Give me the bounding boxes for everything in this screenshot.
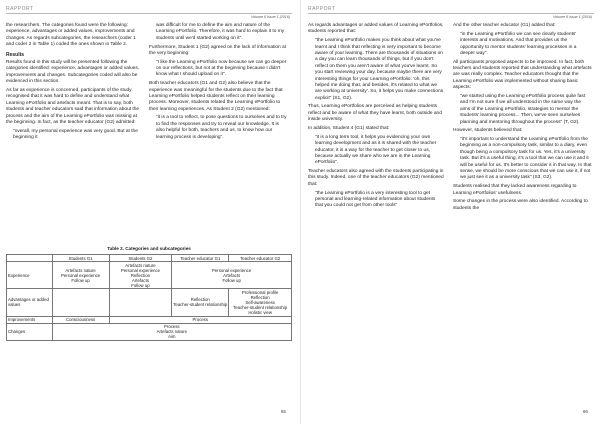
table-cell: Process Artefacts nature Aim (52, 323, 291, 340)
volume-line: Volume 6 Issue 1 (2016) (250, 15, 290, 19)
page-number: 66 (582, 409, 588, 414)
table-cell: Artefacts nature Personal experience Reflection Artefacts Follow up (109, 262, 172, 289)
table-row (7, 262, 292, 289)
paragraph: All participants proposed aspects to be improved. In fact, both teachers and students reported that understanding what artefacts are was really complex. Teacher educators thought that the Learning ePortfolio was implemented without sharing basic aspects: (453, 59, 592, 91)
right-page (308, 0, 594, 424)
book-spine (300, 0, 301, 424)
paragraph: Furthermore, Student 1 (G2) agreed on the lack of information at the very beginning: (149, 44, 287, 56)
table-cell (52, 289, 109, 316)
header-rule (308, 13, 594, 14)
right-page-column-2 (453, 23, 592, 214)
volume-line: Volume 6 Issue 1 (2016) (552, 15, 592, 19)
paragraph: Thus, Learning ePortfolios are perceived as helping students reflect and be aware of what they have learnt, both outside and inside university. (308, 104, 442, 123)
running-head: RAPPORT (308, 6, 336, 12)
block-quote: "it is a long term tool, it helps you evidencing your own learning development and as it is shared with the teacher educator, it is a way for the teacher to get closer to us, because actually we share who we are in the Learning ePortfolio". (315, 134, 437, 166)
block-quote: "we started using the Learning ePortfolio process quite fast and I'm not sure if we all understood in the same way the aims of the Learning ePortfolio, strategies to mentor the students' learning process... Then, we've seen ourselves planning and mentoring throughout the process" (T, G2). (460, 93, 586, 125)
right-page-column-1 (308, 23, 444, 212)
row-label: Experience (7, 262, 53, 289)
page-number: 65 (280, 409, 286, 414)
left-page-column-2 (149, 23, 289, 143)
paragraph: In addition, Student 4 (G1) stated that: (308, 125, 390, 131)
table-row (7, 323, 292, 340)
paragraph: And the other teacher educator (G1) added that: (453, 23, 556, 28)
row-label: Advantages or added values (7, 289, 53, 316)
paragraph: Results found in this study will be presented following the categories identified: experience, advantages or added values, improvements and changes. Subcategories coded will also be evidenced in this section. (6, 60, 140, 85)
table-header-cell: Students G2 (109, 255, 172, 262)
block-quote: "the Learning ePortfolio makes you think about what you've learnt and I think that reflecting is very important to become aware of your learning. There are thousands of situations on a day you can learn thousands of things, but if you don't reflect on them you aren't aware of what you've learnt. So you start reviewing your day, because maybe there are very interesting things for your Learning ePortfolio: 'oh, this helped me doing that, and besides, it's related to what we are working at university'. So, it helps you make connections explicit" (S1, G2). (315, 38, 444, 101)
block-quote: "overall, my personal experience was very good. But at the beginning it (13, 128, 138, 141)
block-quote: "I like the Learning ePortfolio now because we can go deeper on our reflections, but not at the beginning because I didn't know what I should upload on it". (156, 59, 287, 78)
paragraph: However, students believed that: (453, 128, 523, 134)
table-row (7, 289, 292, 316)
section-heading-results: Results (6, 51, 25, 58)
table-cell: Personal experience Artefacts Follow up (172, 262, 292, 289)
table-cell: Process (109, 316, 291, 323)
header-rule (6, 13, 292, 14)
row-label: Improvements (7, 316, 53, 323)
table-header-cell: Teacher educator G1 (172, 255, 229, 262)
left-page-column-1 (6, 23, 140, 144)
table-cell: Reflection Teacher-student relationship (172, 289, 229, 316)
block-quote: "in the Learning ePortfolio we can see clearly students' interests and motivations. And that provides us the opportunity to mentor students' learning processes in a deeper way". (460, 31, 577, 56)
table-header-cell (7, 255, 53, 262)
row-label: Changes (7, 323, 53, 340)
table-cell: Consciousness (52, 316, 109, 323)
block-quote: "the Learning ePortfolio is a very interesting tool to get personal and learning-related information about students that you could not get from other tools" (315, 190, 436, 209)
block-quote: "it's important to understand the Learning ePortfolio from the beginning as a non-compulsory task, similar to a diary, even though being a compulsory task for us. Yes, it's a university task. But it's a useful thing, it's a tool that we can use it and it will be useful for us. It's better to consider it in that way. In that sense, we should be more conscious that we can use it, if not we just see it as a university task" (S3, G2). (460, 136, 592, 181)
paragraph: Both teacher educators (G1 and G2) also believe that the experience was meaningful for the students due to the fact that Learning ePortfolio helped students reflect on their learning process. Moreover, students related the Learning ePortfolio to their learning experiences. As Student 2 (G2) mentioned: (149, 81, 283, 112)
paragraph: Some changes in the process were also identified. According to students the (453, 199, 588, 211)
table-header-row (7, 255, 292, 262)
table-cell: Professional profile Reflection Self-awareness Teacher-student relationship Holistic view (229, 289, 292, 316)
table-cell: Artefacts nature Personal experience Follow up (52, 262, 109, 289)
table-header-cell: Teacher educator G2 (229, 255, 292, 262)
block-quote: was difficult for me to define the aim and nature of the Learning ePortfolio. Therefore, it was hard to explain it to my students until we'd started working on it". (156, 23, 285, 41)
table-header-cell: Students G1 (52, 255, 109, 262)
categories-table-block (6, 246, 292, 341)
running-head: RAPPORT (6, 6, 34, 12)
paragraph: As far as experience is concerned, participants of the study recognised that it was hard to define and understand what Learning ePortfolio and artefacts meant. That is to say, both students and teacher educators said that information about the process and the aim of the Learning ePortfolio was missing at the beginning. In fact, as the teacher educator (G2) admitted: (6, 87, 140, 125)
paragraph: Teacher educators also agreed with the students participating in this study. Indeed, one of the teacher educators (G2) mentioned that: (308, 169, 444, 187)
table-cell (109, 289, 172, 316)
block-quote: "it is a tool to reflect, to pose questions to ourselves and to try to find the responses and try to reveal our knowledge. It is also helpful for both, teachers and us, to know how our learning process is developing". (156, 115, 287, 140)
categories-table (6, 254, 292, 341)
left-page (6, 0, 292, 424)
paragraph: the researchers. The categories found were the following: experience, advantages or added values, improvements and changes. As regards subcategories, the researchers (coder 1 and coder 2 in Table 1) coded the ones shown in Table 2. (6, 23, 136, 48)
paragraph: As regards advantages or added values of Learning ePortfolios, students reported that: (308, 23, 444, 35)
table-row (7, 316, 292, 323)
table-title: Table 2. Categories and subcategories (107, 246, 191, 251)
paragraph: Students realised that they lacked awareness regarding to Learning ePortfolios' usefulness. (453, 184, 577, 196)
